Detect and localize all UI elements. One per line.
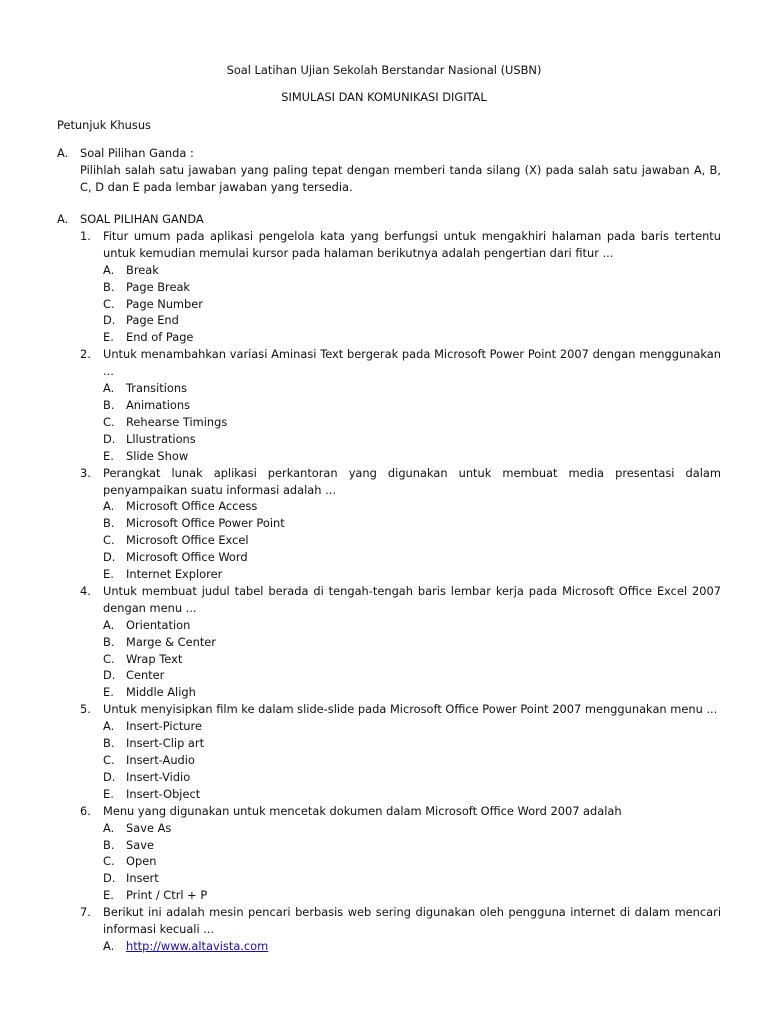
question-item [80,465,721,583]
option-label: C. [103,414,115,429]
option-label: A. [103,499,115,514]
answer-option [103,634,721,651]
answer-option [103,938,721,955]
option-text: Save [126,837,154,852]
option-text: Microsoft Office Access [126,499,258,514]
option-label: A. [103,938,115,953]
answer-option [103,752,721,769]
option-text: End of Page [126,330,194,345]
option-text: Rehearse Timings [126,414,228,429]
answer-option [103,431,721,448]
question-number: 5. [80,702,91,717]
option-label: A. [103,617,115,632]
option-label: D. [103,668,116,683]
option-text: Insert-Clip art [126,736,205,751]
option-label: E. [103,888,114,903]
answer-option [103,853,721,870]
answer-option [103,397,721,414]
option-label: A. [103,719,115,734]
option-text: Internet Explorer [126,567,223,582]
option-label: A. [103,262,115,277]
option-text: Marge & Center [126,634,216,649]
question-list [80,228,721,955]
answer-option [103,769,721,786]
subject-title: SIMULASI DAN KOMUNIKASI DIGITAL [281,90,487,104]
option-label: C. [103,651,115,666]
question-item [80,583,721,701]
answer-option [103,837,721,854]
option-label: E. [103,448,114,463]
option-label: C. [103,296,115,311]
question-text: Berikut ini adalah mesin pencari berbasis web sering digunakan oleh pengguna internet di dalam mencari informasi kecuali ... [103,905,721,937]
question-text: Untuk menambahkan variasi Aminasi Text bergerak pada Microsoft Power Point 2007 dengan menggunakan ... [103,347,721,379]
option-text: Page Number [126,296,203,311]
instructions-section-label: A. [57,146,69,160]
question-item [80,228,721,346]
option-text: Page End [126,313,179,328]
answer-option [103,312,721,329]
option-text: Print / Ctrl + P [126,888,208,903]
option-text: Orientation [126,617,191,632]
answer-option [103,786,721,803]
option-label: C. [103,533,115,548]
answer-option [103,820,721,837]
instructions-section-title: Soal Pilihan Ganda : [80,146,194,160]
option-text: Insert-Picture [126,719,202,734]
answer-option [103,667,721,684]
option-text: Insert-Audio [126,753,195,767]
answer-option [103,329,721,346]
question-text: Fitur umum pada aplikasi pengelola kata yang berfungsi untuk mengakhiri halaman pada baris tertentu untuk kemudian memulai kursor pada halaman berikutnya adalah pengertian dari fitur ... [103,228,721,260]
option-text: Insert-Vidio [126,769,191,784]
option-text: Page Break [126,279,191,294]
document-title: Soal Latihan Ujian Sekolah Berstandar Nasional (USBN) [226,63,542,77]
option-label: D. [103,431,116,446]
answer-option [103,380,721,397]
option-text: Microsoft Office Excel [126,533,249,548]
question-item [80,803,721,904]
answer-option [103,718,721,735]
option-text: Break [126,262,159,277]
option-label: D. [103,769,116,784]
question-number: 3. [80,465,91,480]
option-label: E. [103,330,114,345]
question-text: Menu yang digunakan untuk mencetak dokumen dalam Microsoft Office Word 2007 adalah [103,803,622,818]
answer-option [103,651,721,668]
option-text: Animations [126,397,191,412]
question-item [80,904,721,955]
section-label: A. [57,212,69,226]
answer-option [103,684,721,701]
question-number: 4. [80,583,91,598]
instructions-heading: Petunjuk Khusus [57,118,151,132]
question-text: Untuk menyisipkan film ke dalam slide-slide pada Microsoft Office Power Point 2007 menggunakan menu ... [103,702,718,717]
question-number: 1. [80,228,91,243]
option-label: D. [103,550,116,565]
answer-option [103,448,721,465]
option-link[interactable]: http://www.altavista.com [126,938,269,953]
option-label: B. [103,736,115,751]
option-text: Microsoft Office Power Point [126,516,285,531]
question-text: Perangkat lunak aplikasi perkantoran yang digunakan untuk membuat media presentasi dalam penyampaikan suatu informasi adalah ... [103,465,721,497]
answer-option [103,515,721,532]
section-title: SOAL PILIHAN GANDA [80,212,204,226]
answer-option [103,617,721,634]
option-label: B. [103,634,115,649]
option-label: D. [103,871,116,886]
option-label: B. [103,279,115,294]
answer-option [103,414,721,431]
option-text: Insert-Object [126,786,201,801]
option-text: Slide Show [126,448,189,463]
option-text: Transitions [126,381,188,396]
answer-option [103,566,721,583]
question-number: 2. [80,347,91,362]
option-label: A. [103,820,115,835]
option-label: B. [103,397,115,412]
question-item [80,701,721,802]
answer-option [103,887,721,904]
option-label: E. [103,685,114,700]
answer-option [103,262,721,279]
question-item [80,346,721,464]
question-number: 6. [80,803,91,818]
option-text: Wrap Text [126,651,183,666]
option-label: B. [103,837,115,852]
answer-option [103,870,721,887]
option-label: A. [103,381,115,396]
question-number: 7. [80,905,91,920]
option-text: Microsoft Office Word [126,550,248,565]
question-section [57,211,721,955]
instructions-text: Pilihlah salah satu jawaban yang paling tepat dengan memberi tanda silang (X) pada salah satu jawaban A, B, C, D dan E pada lembar jawaban yang tersedia. [80,162,721,194]
answer-option [103,296,721,313]
option-label: E. [103,567,114,582]
answer-option [103,279,721,296]
option-label: E. [103,786,114,801]
option-label: C. [103,753,115,767]
answer-option [103,549,721,566]
answer-option [103,735,721,752]
option-text: Open [126,854,157,869]
option-label: B. [103,516,115,531]
option-text: Middle Aligh [126,685,196,700]
answer-option [103,498,721,515]
option-text: Center [126,668,165,683]
option-label: C. [103,854,115,869]
answer-option [103,532,721,549]
option-label: D. [103,313,116,328]
option-text: Lllustrations [126,431,196,446]
instructions-section [57,145,721,196]
option-text: Insert [126,871,159,886]
option-text: Save As [126,820,172,835]
question-text: Untuk membuat judul tabel berada di tengah-tengah baris lembar kerja pada Microsoft Office Excel 2007 dengan menu ... [103,583,721,615]
